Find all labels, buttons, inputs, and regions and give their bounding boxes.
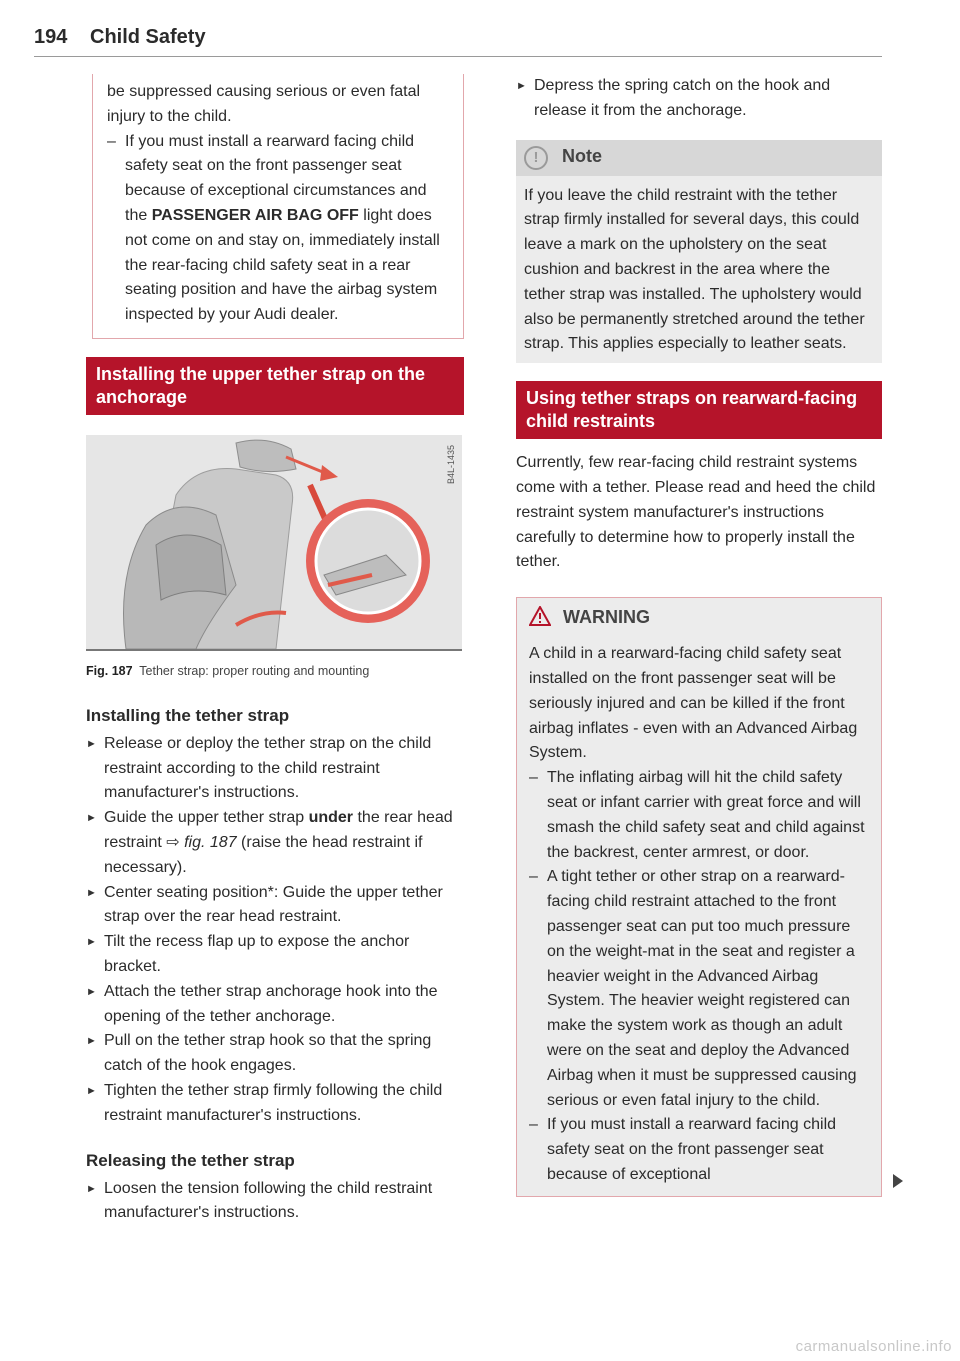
- install-step: ► Release or deploy the tether strap on the child restraint according to the child restraint manufacturer's instructions.: [86, 732, 464, 806]
- warning-item: – If you must install a rearward facing child safety seat on the front passenger seat because of exceptional: [529, 1113, 871, 1187]
- continue-arrow-icon: [893, 1174, 903, 1188]
- warning-continuation: [92, 74, 464, 339]
- install-step: ► Tilt the recess flap up to expose the anchor bracket.: [86, 930, 464, 980]
- note-body: [516, 176, 882, 364]
- warning-item: – A tight tether or other strap on a rearward-facing child restraint attached to the front passenger seat can put too much pressure on the weight-mat in the seat and register a heavier weight in the Advanced Airbag System. The heavier weight registered can make the system work as though an adult were on the seat and deploy the Advanced Airbag when it must be suppressed causing serious or even fatal injury to the child.: [529, 865, 871, 1113]
- chapter-title: Child Safety: [90, 26, 206, 48]
- info-circle-icon: !: [524, 146, 548, 170]
- warning-body: [516, 636, 882, 1197]
- warning-continued-text: be suppressed causing serious or even fatal injury to the child.: [107, 83, 421, 125]
- heading-installing: Installing the tether strap: [86, 705, 290, 725]
- warning-item: – The inflating airbag will hit the child safety seat or infant carrier with great force and will smash the child safety seat and child against the backrest, center armrest, or door.: [529, 766, 871, 865]
- release-step: ► Depress the spring catch on the hook and release it from the anchorage.: [516, 74, 882, 124]
- install-step: ► Attach the tether strap anchorage hook into the opening of the tether anchorage.: [86, 980, 464, 1030]
- warning-triangle-icon: [529, 606, 551, 626]
- note-text: If you leave the child restraint with the tether strap firmly installed for several days, this could leave a mark on the upholstery on the seat cushion and backrest in the area where the tether strap was installed. The upholstery would also be permanently stretched around the tether strap. This applies especially to leather seats.: [524, 186, 865, 353]
- section-title-upper-tether: Installing the upper tether strap on the anchorage: [86, 357, 464, 415]
- right-column: [516, 74, 882, 1197]
- page-number: 194: [34, 26, 68, 48]
- figure-caption: Fig. 187 Tether strap: proper routing and mounting: [86, 663, 370, 678]
- note-label: Note: [562, 145, 602, 166]
- airbag-off-label: PASSENGER AIR BAG OFF: [151, 206, 359, 224]
- warning-text: A child in a rearward-facing child safety seat installed on the front passenger seat will be seriously injured and can be killed if the front airbag inflates - even with an Advanced Airbag System.: [529, 645, 858, 762]
- note-header: [516, 140, 882, 176]
- watermark: carmanualsonline.info: [795, 1338, 952, 1355]
- child-seat-illustration: [86, 435, 462, 649]
- install-step: ► Pull on the tether strap hook so that the spring catch of the hook engages.: [86, 1029, 464, 1079]
- warning-item: – If you must install a rearward facing child safety seat on the front passenger seat because of exceptional circumstances and the PASSENGER AIR BAG OFF light does not come on and stay on, immediately install the rear-facing child safety seat in a rear seating position and have the airbag system inspected by your Audi dealer.: [107, 130, 449, 328]
- figure-code: B4L-1435: [446, 444, 456, 485]
- install-step: ► Center seating position*: Guide the upper tether strap over the rear head restraint.: [86, 881, 464, 931]
- figure-tether-strap: [86, 435, 462, 651]
- warning-header: [516, 597, 882, 636]
- heading-releasing: Releasing the tether strap: [86, 1150, 295, 1170]
- release-step: ► Loosen the tension following the child restraint manufacturer's instructions.: [86, 1177, 464, 1227]
- install-step: ► Guide the upper tether strap under the rear head restraint ⇨ fig. 187 (raise the head restraint if necessary).: [86, 806, 464, 880]
- left-column: [86, 74, 464, 1226]
- figure-reference-link[interactable]: ⇨ fig. 187: [166, 833, 237, 851]
- rearward-intro: Currently, few rear-facing child restraint systems come with a tether. Please read and heed the child restraint system manufacturer's instructions carefully to determine how to properly install the tether.: [516, 454, 876, 571]
- install-step: ► Tighten the tether strap firmly following the child restraint manufacturer's instructions.: [86, 1079, 464, 1129]
- warning-label: WARNING: [563, 607, 650, 628]
- section-title-rearward: Using tether straps on rearward-facing child restraints: [516, 381, 882, 439]
- page-header: [34, 22, 882, 57]
